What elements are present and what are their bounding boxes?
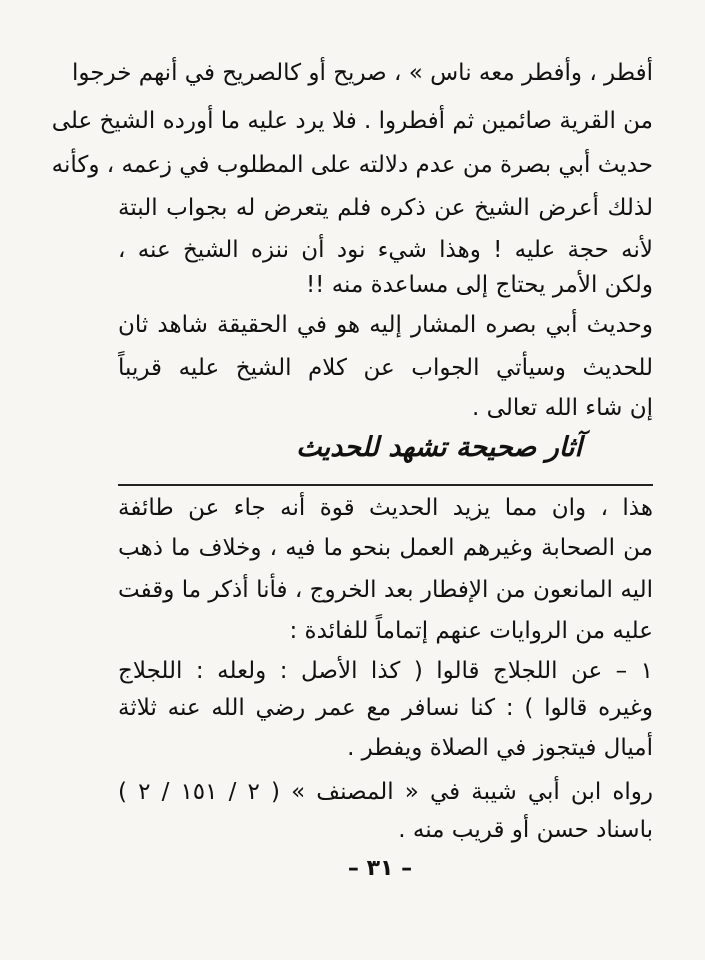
text-line: إن شاء الله تعالى . xyxy=(472,395,653,421)
text-line: حديث أبي بصرة من عدم دلالته على المطلوب في زعمه ، وكأنه xyxy=(51,152,653,178)
text-line: من الصحابة وغيرهم العمل بنحو ما فيه ، وخلاف ما ذهب xyxy=(118,535,653,561)
section-heading: آثار صحيحة تشهد للحديث xyxy=(296,432,582,463)
text-line: أفطر ، وأفطر معه ناس » ، صريح أو كالصريح في أنهم خرجوا xyxy=(72,60,653,86)
text-line: من القرية صائمين ثم أفطروا . فلا يرد عليه ما أورده الشيخ على xyxy=(51,108,653,134)
text-line: اليه المانعون من الإفطار بعد الخروج ، فأنا أذكر ما وقفت xyxy=(118,577,653,603)
text-line: وغيره قالوا ) : كنا نسافر مع عمر رضي الله عنه ثلاثة xyxy=(118,695,653,721)
text-line: رواه ابن أبي شيبة في « المصنف » ( ٢ / ١٥١ / ٢ ) xyxy=(118,779,654,805)
text-line: للحديث وسيأتي الجواب عن كلام الشيخ عليه قريباً xyxy=(118,355,653,381)
text-line: هذا ، وان مما يزيد الحديث قوة أنه جاء عن طائفة xyxy=(118,495,653,521)
text-line: باسناد حسن أو قريب منه . xyxy=(398,817,653,843)
text-line: عليه من الروايات عنهم إتماماً للفائدة : xyxy=(289,618,653,644)
text-line: لأنه حجة عليه ! وهذا شيء نود أن ننزه الشيخ عنه ، xyxy=(118,237,653,263)
text-line: ١ – عن اللجلاج قالوا ( كذا الأصل : ولعله : اللجلاج xyxy=(118,658,653,684)
text-line: وحديث أبي بصره المشار إليه هو في الحقيقة شاهد ثان xyxy=(118,312,653,338)
text-line: ولكن الأمر يحتاج إلى مساعدة منه !! xyxy=(305,272,653,298)
page-number: – ٣١ – xyxy=(347,856,413,881)
text-line: أميال فيتجوز في الصلاة ويفطر . xyxy=(347,735,653,761)
text-line: لذلك أعرض الشيخ عن ذكره فلم يتعرض له بجواب البتة xyxy=(118,195,653,221)
heading-divider xyxy=(118,484,653,486)
